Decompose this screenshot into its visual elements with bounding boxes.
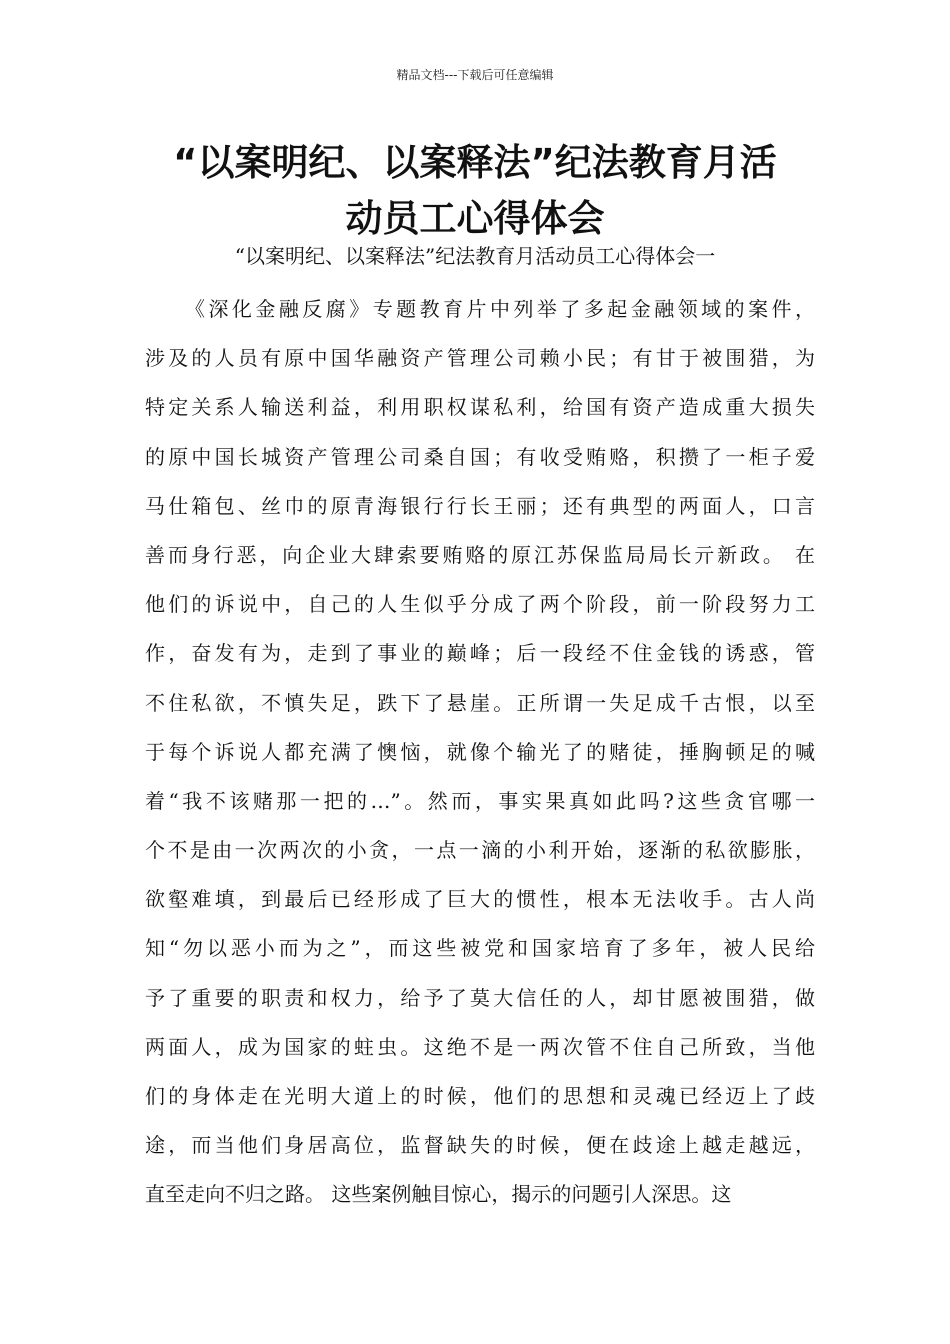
body-line: 于每个诉说人都充满了懊恼，就像个输光了的赌徒，捶胸顿足的喊 <box>145 739 815 764</box>
body-line: 马仕箱包、丝巾的原青海银行行长王丽；还有典型的两面人，口言 <box>145 493 815 518</box>
body-line: 予了重要的职责和权力，给予了莫大信任的人，却甘愿被围猎，做 <box>145 985 815 1010</box>
document-subtitle: “以案明纪、以案释法”纪法教育月活动员工心得体会一 <box>234 244 716 268</box>
body-line: 《深化金融反腐》专题教育片中列举了多起金融领域的案件， <box>185 297 815 321</box>
body-line: 们的身体走在光明大道上的时候，他们的思想和灵魂已经迈上了歧 <box>145 1084 815 1108</box>
body-line: 的原中国长城资产管理公司桑自国；有收受贿赂，积攒了一柜子爱 <box>145 444 815 469</box>
body-line: 他们的诉说中，自己的人生似乎分成了两个阶段，前一阶段努力工 <box>145 592 815 617</box>
body-line: 直至走向不归之路。 这些案例触目惊心，揭示的问题引人深思。这 <box>145 1182 732 1207</box>
body-line: 着“我不该赌那一把的…”。然而，事实果真如此吗?这些贪官哪一 <box>145 788 815 813</box>
body-line: 涉及的人员有原中国华融资产管理公司赖小民；有甘于被围猎，为 <box>145 346 815 371</box>
body-text <box>145 285 815 1220</box>
body-line: 欲壑难填，到最后已经形成了巨大的惯性，根本无法收手。古人尚 <box>145 887 815 912</box>
body-line: 两面人，成为国家的蛀虫。这绝不是一两次管不住自己所致，当他 <box>145 1034 815 1059</box>
body-line: 知“勿以恶小而为之”，而这些被党和国家培育了多年，被人民给 <box>145 936 815 961</box>
document-title-line-1: “以案明纪、以案释法”纪法教育月活 <box>173 141 777 184</box>
body-line: 特定关系人输送利益，利用职权谋私利，给国有资产造成重大损失 <box>145 395 815 420</box>
body-line: 途，而当他们身居高位，监督缺失的时候，便在歧途上越走越远， <box>145 1133 815 1158</box>
body-line: 作，奋发有为，走到了事业的巅峰；后一段经不住金钱的诱惑，管 <box>145 641 815 666</box>
body-line: 善而身行恶，向企业大肆索要贿赂的原江苏保监局局长亓新政。 在 <box>145 542 815 567</box>
document-title-line-2: 动员工心得体会 <box>345 197 605 240</box>
body-line: 不住私欲，不慎失足，跌下了悬崖。正所谓一失足成千古恨，以至 <box>145 690 815 715</box>
header-note: 精品文档---下载后可任意编辑 <box>396 68 554 82</box>
body-line: 个不是由一次两次的小贪，一点一滴的小利开始，逐渐的私欲膨胀， <box>145 838 815 863</box>
